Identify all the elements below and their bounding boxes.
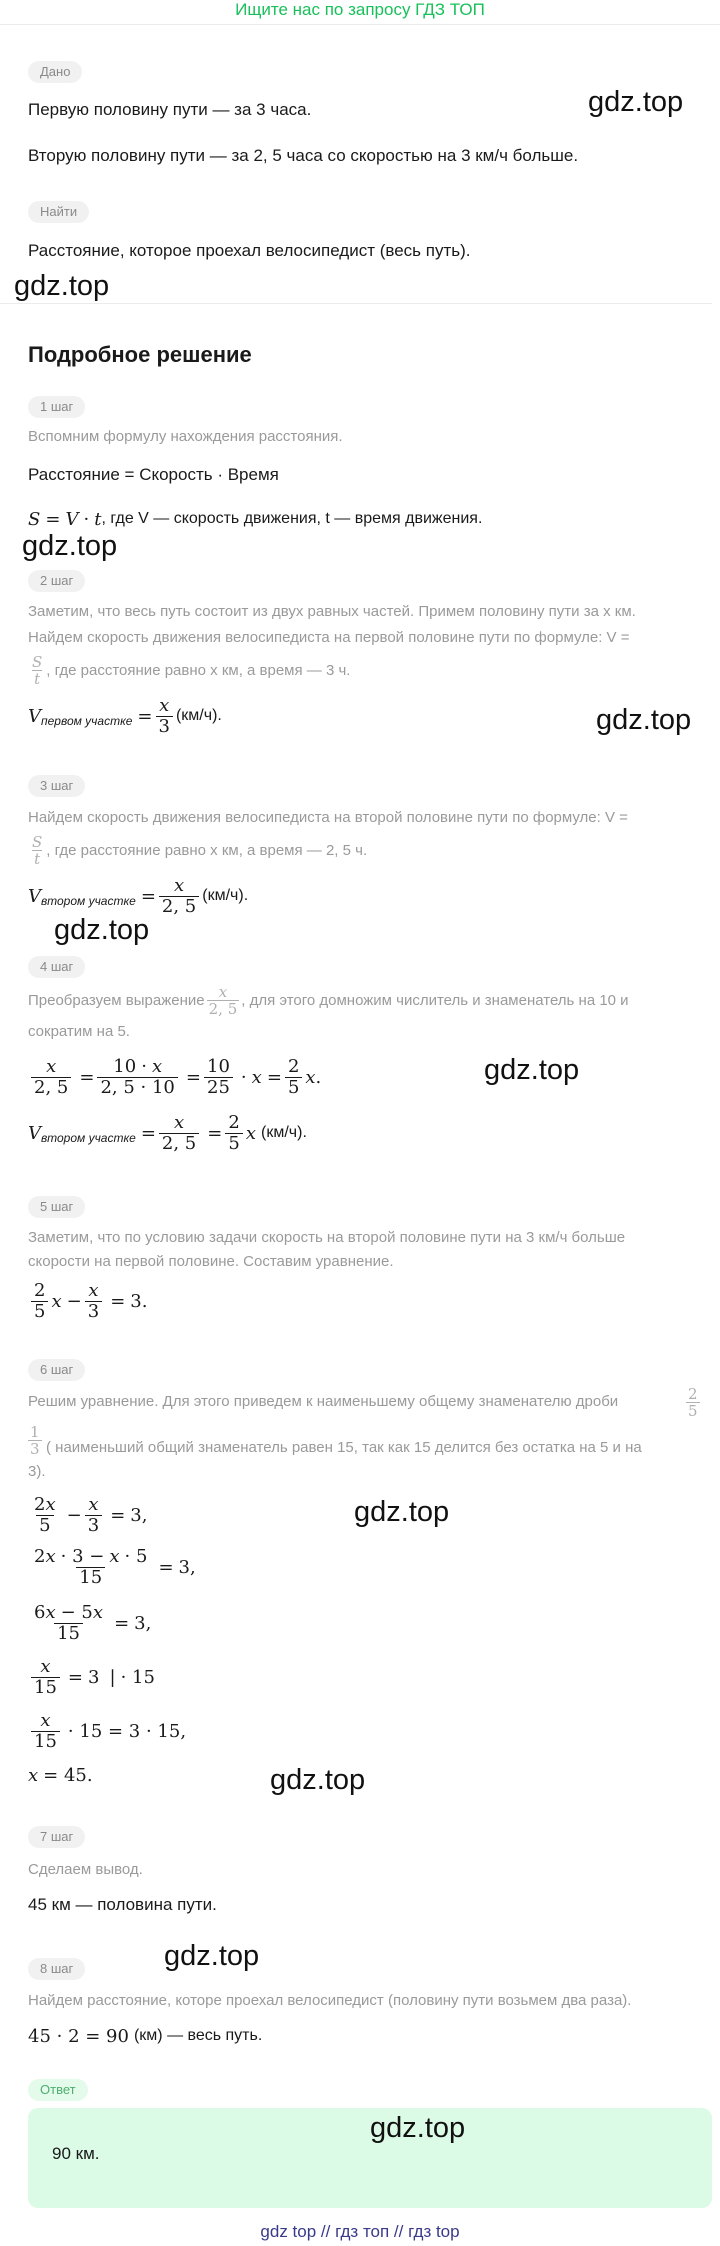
watermark: gdz.top (370, 2112, 466, 2144)
step-6-line-5: $\frac{x}{15}$ · 15 = 3 · 15, (28, 1706, 186, 1756)
step-8-formula: 45 · 2 = 90 (км) — весь путь. (28, 2025, 263, 2047)
step-2-note-3: , где расстояние равно x км, а время — 3 ч. (46, 661, 351, 679)
watermark: gdz.top (22, 530, 118, 562)
step-1-formula: S = V · t , где V — скорость движения, t — время движения. (28, 508, 483, 530)
step-6-note-2: ( наименьший общий знаменатель равен 15, так как 15 делится без остатка на 5 и на (46, 1439, 642, 1456)
watermark: gdz.top (54, 914, 150, 946)
step-6-fraction-2-5: $\frac{2}{5}$ (688, 1385, 698, 1420)
search-banner[interactable]: Ищите нас по запросу ГДЗ ТОП (235, 0, 485, 19)
step-2-note-2: Найдем скорость движения велосипедиста на первой половине пути по формуле: V = (28, 629, 630, 646)
step-6-line-1: $\frac{2x}{5}$ − $\frac{x}{3}$ = 3, (34, 1493, 148, 1536)
step-2-note-3-row (28, 648, 350, 692)
step-4-subscript: втором участке (41, 1131, 136, 1145)
step-6-line-6: x = 45. (28, 1764, 93, 1786)
step-6-line-4: $\frac{x}{15}$ = 3 | · 15 (28, 1652, 155, 1702)
section-divider (0, 303, 712, 304)
watermark: gdz.top (484, 1054, 580, 1086)
step-3-formula: V втором участке = $\frac{x}{2, 5}$ (км/ч). (28, 874, 249, 917)
given-line-1: Первую половину пути — за 3 часа. (28, 100, 312, 119)
step-4-note-1b: , для этого домножим числитель и знаменатель на 10 и (241, 991, 629, 1009)
step-2-formula: V первом участке = $\frac{x}{3}$ (км/ч). (28, 694, 222, 737)
step-5-note-2: скорости на первой половине. Составим уравнение. (28, 1253, 394, 1270)
step-3-note-2-row (28, 828, 367, 872)
step-1-formula-rest: , где V — скорость движения, t — время движения. (101, 510, 483, 527)
step-6-line-2: $\frac{2x \cdot 3 - x \cdot 5}{15}$ = 3, (34, 1546, 196, 1588)
step-7-tag: 7 шаг (28, 1826, 85, 1848)
step-5-equation: $\frac{2}{5}$ x − $\frac{x}{3}$ = 3. (28, 1276, 147, 1326)
step-1-note: Вспомним формулу нахождения расстояния. (28, 428, 343, 445)
watermark: gdz.top (164, 1940, 260, 1972)
watermark: gdz.top (14, 270, 110, 302)
watermark: gdz.top (270, 1764, 366, 1796)
step-3-note-1: Найдем скорость движения велосипедиста на второй половине пути по формуле: V = (28, 809, 628, 826)
step-3-tag: 3 шаг (28, 775, 85, 797)
step-2-tag: 2 шаг (28, 570, 85, 592)
step-4-formula-1: $\frac{x}{2, 5}$ = $\frac{10 \cdot x}{2, 5 \cdot 10}$ = $\frac{10}{25}$ · x = $\frac{2}{5}$ x . (28, 1052, 321, 1102)
step-2-subscript: первом участке (41, 714, 133, 728)
step-4-tag: 4 шаг (28, 956, 85, 978)
step-1-formula-words: Расстояние = Скорость · Время (28, 465, 279, 484)
step-5-note-1: Заметим, что по условию задачи скорость на второй половине пути на 3 км/ч больше (28, 1229, 626, 1246)
watermark: gdz.top (354, 1496, 450, 1528)
step-4-note-2: сократим на 5. (28, 1023, 130, 1040)
step-4-unit: (км/ч). (261, 1124, 307, 1141)
step-8-note: Найдем расстояние, которе проехал велосипедист (половину пути возьмем два раза). (28, 1992, 632, 2009)
find-tag: Найти (28, 201, 89, 223)
step-7-line: 45 км — половина пути. (28, 1895, 217, 1914)
step-8-tag: 8 шаг (28, 1958, 85, 1980)
given-tag: Дано (28, 61, 82, 83)
step-4-note-1-row (28, 980, 629, 1020)
step-1-tag: 1 шаг (28, 396, 85, 418)
step-3-unit: (км/ч). (202, 887, 249, 904)
step-3-fraction-s-t: $\frac{S}{t}$ (32, 832, 43, 868)
answer-text: 90 км. (52, 2144, 100, 2163)
step-4-fraction: $\frac{x}{2, 5}$ (208, 982, 238, 1018)
step-2-note-1: Заметим, что весь путь состоит из двух равных частей. Примем половину пути за x км. (28, 603, 636, 620)
step-2-unit: (км/ч). (175, 707, 222, 724)
find-line-1: Расстояние, которое проехал велосипедист (весь путь). (28, 241, 471, 260)
step-7-note: Сделаем вывод. (28, 1861, 143, 1878)
step-4-formula-2: V втором участке = $\frac{x}{2, 5}$ = $\frac{2}{5}$ x (км/ч). (28, 1111, 307, 1154)
step-4-note-1a: Преобразуем выражение (28, 991, 205, 1009)
step-6-note-1: Решим уравнение. Для этого приведем к наименьшему общему знаменателю дроби (28, 1393, 619, 1410)
step-6-fraction-1-3: $\frac{1}{3}$ (30, 1423, 40, 1458)
step-6-tag: 6 шаг (28, 1359, 85, 1381)
watermark: gdz.top (588, 86, 684, 118)
footer-links[interactable]: gdz top // гдз топ // гдз top (260, 2222, 460, 2241)
step-3-note-2: , где расстояние равно x км, а время — 2, 5 ч. (46, 841, 368, 859)
given-line-2: Вторую половину пути — за 2, 5 часа со скоростью на 3 км/ч больше. (28, 146, 579, 165)
step-6-line-3: $\frac{6x - 5x}{15}$ = 3, (34, 1602, 152, 1644)
divider (0, 24, 720, 25)
watermark: gdz.top (596, 704, 692, 736)
answer-tag: Ответ (28, 2079, 88, 2101)
step-2-fraction-s-t: $\frac{S}{t}$ (32, 652, 43, 688)
step-8-line-rest: (км) — весь путь. (133, 2027, 263, 2044)
step-3-subscript: втором участке (41, 894, 136, 908)
step-6-note-3: 3). (28, 1463, 46, 1480)
solution-title: Подробное решение (28, 342, 252, 367)
step-5-tag: 5 шаг (28, 1196, 85, 1218)
